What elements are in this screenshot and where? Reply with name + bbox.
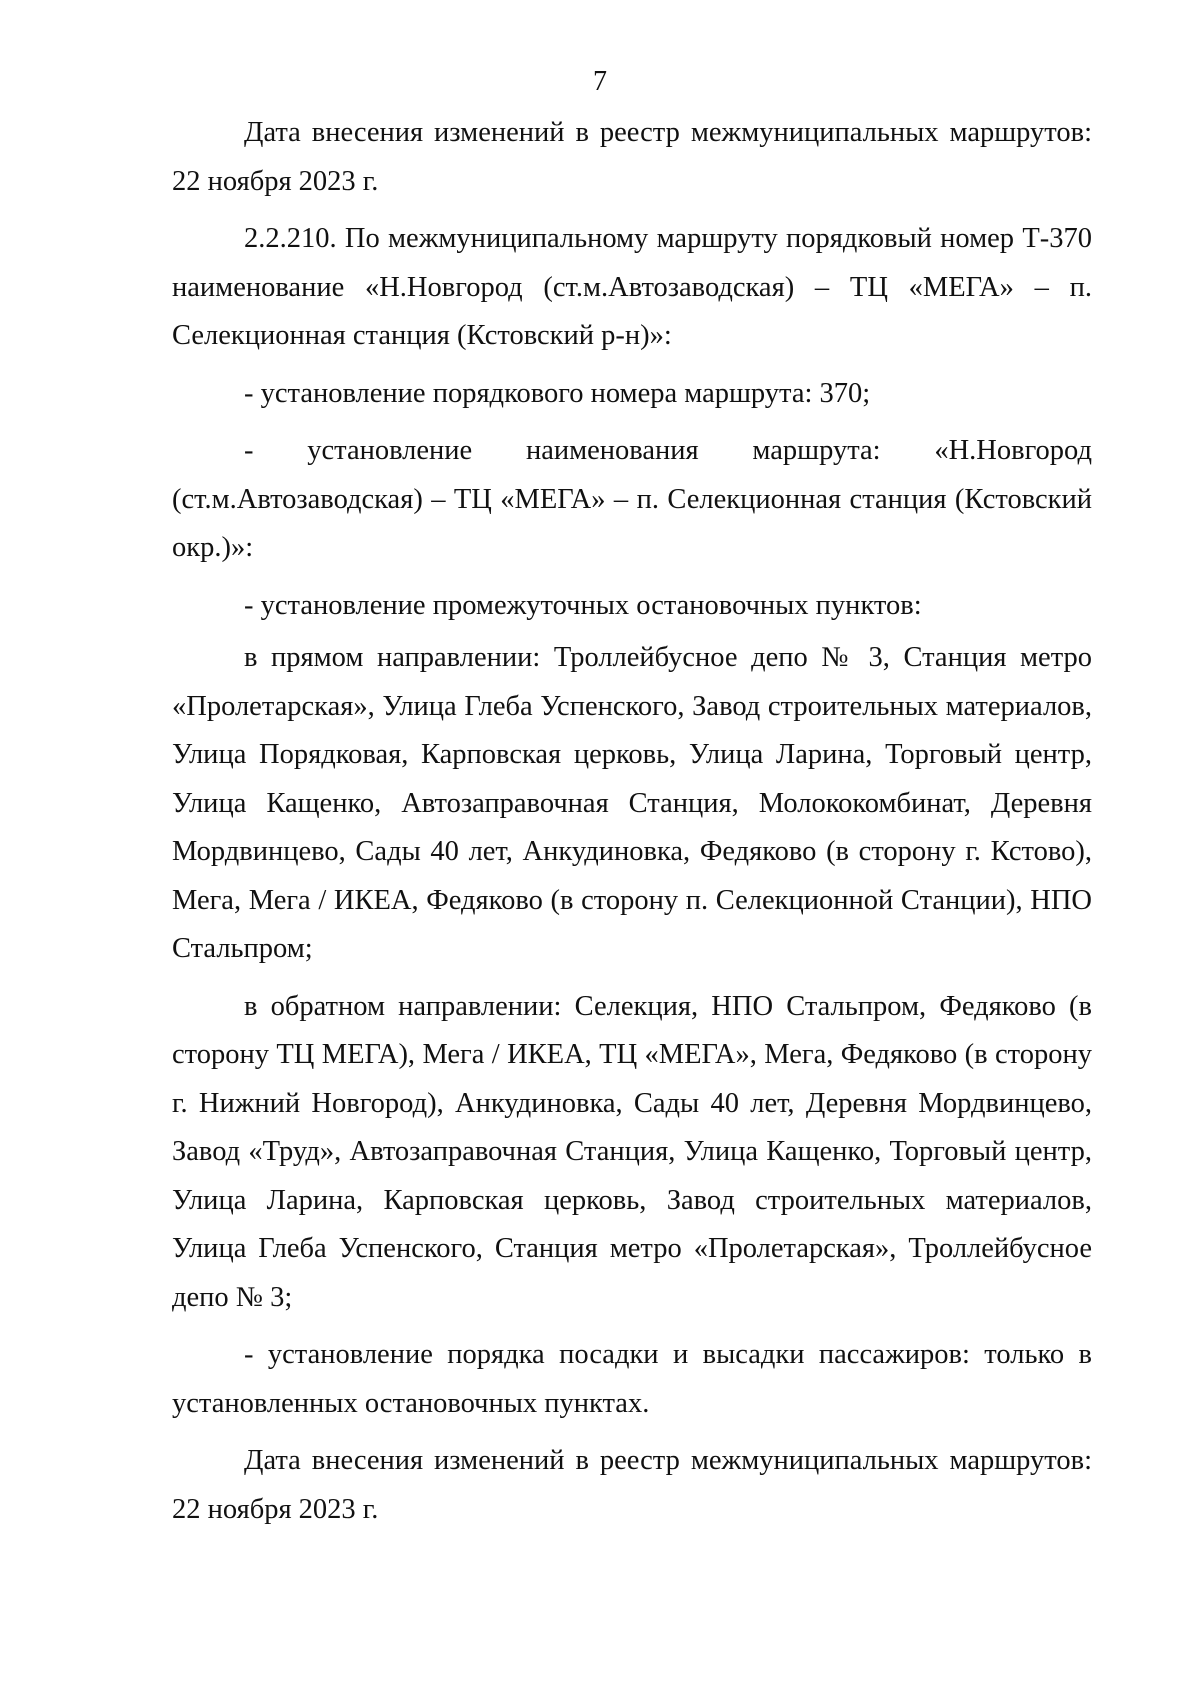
route-number-item: - установление порядкового номера маршрута: 370; xyxy=(244,377,871,409)
boarding-order-item: - установление порядка посадки и высадки пассажиров: только в установленных остановочных пунктах. xyxy=(172,1339,1092,1419)
page-number: 7 xyxy=(593,66,607,97)
document-body xyxy=(172,109,1092,1534)
route-name-item: - установление наименования маршрута: «Н.Новгород (ст.м.Автозаводская) – ТЦ «МЕГА» – п. Селекционная станция (Кстовский окр.)»: xyxy=(172,435,1092,563)
registry-change-date-paragraph: Дата внесения изменений в реестр межмуниципальных маршрутов: 22 ноября 2023 г. xyxy=(172,117,1092,197)
reverse-direction-stops: в обратном направлении: Селекция, НПО Стальпром, Федяково (в сторону ТЦ МЕГА), Мега / ИКЕА, ТЦ «МЕГА», Мега, Федяково (в сторону г. Нижний Новгород), Анкудиновка, Сады 40 лет, Деревня Мордвинцево, Завод «Труд», Автозаправочная Станция, Улица Кащенко, Торговый центр, Улица Ларина, Карповская церковь, Завод строительных материалов, Улица Глеба Успенского, Станция метро «Пролетарская», Троллейбусное депо № 3; xyxy=(172,990,1092,1313)
forward-direction-stops: в прямом направлении: Троллейбусное депо № 3, Станция метро «Пролетарская», Улица Глеба Успенского, Завод строительных материалов, Улица Порядковая, Карповская церковь, Улица Ларина, Торговый центр, Улица Кащенко, Автозаправочная Станция, Молококомбинат, Деревня Мордвинцево, Сады 40 лет, Анкудиновка, Федяково (в сторону г. Кстово), Мега, Мега / ИКЕА, Федяково (в сторону п. Селекционной Станции), НПО Стальпром; xyxy=(172,642,1092,964)
route-clause-heading: 2.2.210. По межмуниципальному маршруту порядковый номер Т-370 наименование «Н.Новгород (ст.м.Автозаводская) – ТЦ «МЕГА» – п. Селекционная станция (Кстовский р-н)»: xyxy=(172,223,1092,351)
registry-change-date-paragraph-final: Дата внесения изменений в реестр межмуниципальных маршрутов: 22 ноября 2023 г. xyxy=(172,1445,1092,1525)
intermediate-stops-item: - установление промежуточных остановочных пунктов: xyxy=(244,589,922,621)
